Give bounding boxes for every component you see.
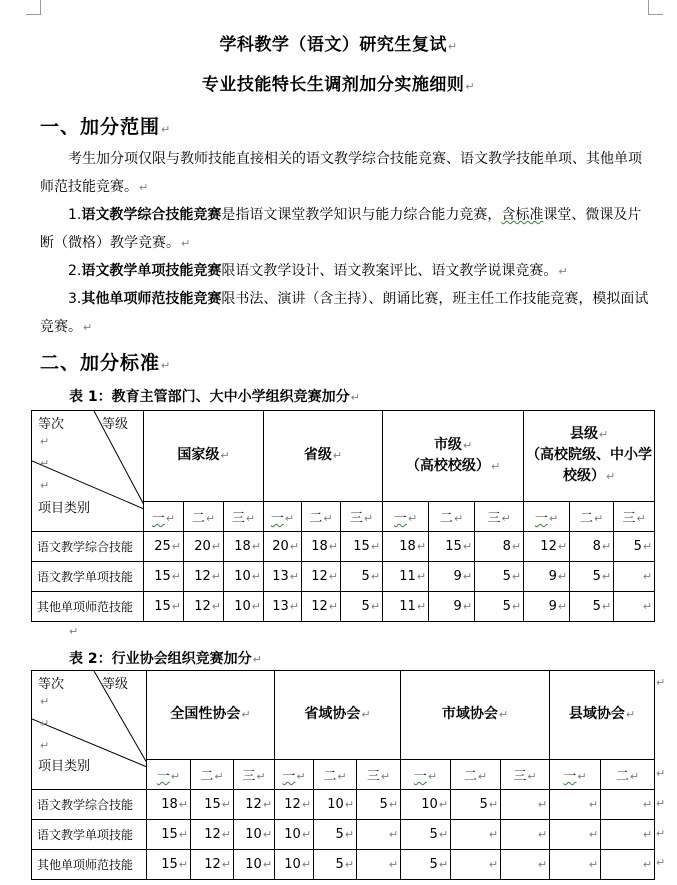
table2-score-cell: 10↵: [314, 790, 357, 820]
document-title-line-1: 学科教学（语文）研究生复试↵: [219, 35, 458, 55]
table-2-association-scoring: [31, 670, 655, 880]
scope-item-3: 3.其他单项师范技能竞赛限书法、演讲（含主持）、朗诵比赛，班主任工作技能竞赛，模拟面试竞赛。↵: [40, 291, 649, 335]
table1-score-cell: 15↵: [144, 562, 184, 592]
table2-score-cell: 15↵: [147, 820, 191, 850]
table2-score-cell: 5↵: [451, 790, 501, 820]
table1-score-cell: 20↵: [184, 532, 224, 562]
table2-rank-header: 一↵: [275, 759, 314, 789]
table2-row-label: 其他单项师范技能: [32, 850, 147, 880]
table1-score-cell: 9↵: [429, 562, 475, 592]
table-2-level-city-association: 市域协会↵: [401, 671, 550, 760]
row-end-mark: ↵: [656, 767, 666, 780]
table1-score-cell: 12↵: [524, 532, 570, 562]
table-row: [32, 790, 655, 820]
table1-rank-header: 一↵: [264, 501, 302, 531]
table2-score-cell: 10↵: [401, 790, 451, 820]
table1-score-cell: 20↵: [264, 532, 302, 562]
table2-score-cell: ↵: [550, 790, 601, 820]
table2-score-cell: ↵: [601, 850, 655, 880]
table-1-corner-rank-label: 等次: [38, 417, 65, 432]
table2-score-cell: ↵: [501, 820, 550, 850]
table-row: [32, 562, 655, 592]
table1-rank-header: 二↵: [570, 501, 614, 531]
table1-rank-header: 二↵: [429, 501, 475, 531]
table1-rank-header: 一↵: [524, 501, 570, 531]
table-1-corner-header: 等次 等级 ↵ ↵ ↵ 项目类别: [32, 411, 144, 532]
table-2-level-county-association: 县域协会↵: [550, 671, 655, 760]
table2-score-cell: ↵: [451, 820, 501, 850]
table1-score-cell: 18↵: [383, 532, 429, 562]
table1-rank-header: 一↵: [383, 501, 429, 531]
table2-score-cell: 5↵: [314, 820, 357, 850]
table1-score-cell: 13↵: [264, 592, 302, 622]
table2-score-cell: 12↵: [191, 850, 234, 880]
table1-score-cell: 5↵: [570, 592, 614, 622]
table2-rank-header: 二↵: [601, 759, 655, 789]
table2-score-cell: 18↵: [147, 790, 191, 820]
table2-score-cell: 5↵: [357, 790, 401, 820]
section-heading-scope: 一、加分范围↵: [40, 116, 172, 138]
table1-score-cell: 18↵: [302, 532, 341, 562]
table2-score-cell: ↵: [550, 850, 601, 880]
table1-rank-header: 二↵: [302, 501, 341, 531]
table-row: [32, 820, 655, 850]
table-2-corner-header: 等次 等级 ↵ ↵ ↵ 项目类别: [32, 671, 147, 790]
document-title-line-2: 专业技能特长生调剂加分实施细则↵: [201, 75, 476, 95]
table-2-level-provincial-association: 省域协会↵: [275, 671, 401, 760]
table1-score-cell: 25↵: [144, 532, 184, 562]
table-1-caption: 表 1：教育主管部门、大中小学组织竞赛加分↵: [69, 389, 360, 405]
table1-score-cell: 12↵: [302, 562, 341, 592]
table-2-corner-category-label: 项目类别: [38, 759, 91, 774]
table1-score-cell: 15↵: [341, 532, 383, 562]
table1-rank-header: 二↵: [184, 501, 224, 531]
table-2-corner-level-label: 等级: [102, 677, 129, 692]
table1-score-cell: 11↵: [383, 592, 429, 622]
table-1-level-city: 市级↵ （高校校级）↵: [383, 411, 524, 502]
page-corner-mark-left: [26, 0, 41, 15]
row-end-mark: ↵: [656, 797, 666, 810]
table2-score-cell: 15↵: [147, 850, 191, 880]
table-2-level-national-association: 全国性协会↵: [147, 671, 275, 760]
table2-score-cell: 5↵: [401, 850, 451, 880]
table1-score-cell: 10↵: [224, 562, 264, 592]
table2-score-cell: 10↵: [234, 850, 275, 880]
table1-score-cell: 12↵: [184, 562, 224, 592]
table2-score-cell: 5↵: [401, 820, 451, 850]
table2-score-cell: 15↵: [191, 790, 234, 820]
table2-score-cell: 12↵: [275, 790, 314, 820]
table1-rank-header: 三↵: [224, 501, 264, 531]
table1-score-cell: ↵: [614, 592, 655, 622]
table-1-level-provincial: 省级↵: [264, 411, 383, 502]
scope-intro-paragraph: 考生加分项仅限与教师技能直接相关的语文教学综合技能竞赛、语文教学技能单项、其他单项师范技能竞赛。↵: [40, 151, 642, 195]
table1-score-cell: ↵: [614, 562, 655, 592]
page-corner-mark-right: [648, 0, 663, 15]
scope-item-1: 1.语文教学综合技能竞赛是指语文课堂教学知识与能力综合能力竞赛，含标准课堂、微课及片断（微格）教学竞赛。↵: [40, 207, 642, 251]
table1-score-cell: 5↵: [475, 562, 524, 592]
table2-score-cell: ↵: [601, 790, 655, 820]
table1-score-cell: 5↵: [341, 562, 383, 592]
table1-score-cell: 11↵: [383, 562, 429, 592]
table1-score-cell: 15↵: [144, 592, 184, 622]
table-row: [32, 850, 655, 880]
table2-rank-header: 一↵: [401, 759, 451, 789]
table1-row-label: 其他单项师范技能: [32, 592, 144, 622]
table1-score-cell: 9↵: [524, 562, 570, 592]
table-1-level-national: 国家级↵: [144, 411, 264, 502]
table2-rank-header: 二↵: [314, 759, 357, 789]
table1-score-cell: 15↵: [429, 532, 475, 562]
row-end-mark: ↵: [656, 856, 666, 869]
table1-score-cell: 9↵: [524, 592, 570, 622]
table-1-education-dept-scoring: [31, 410, 655, 622]
table1-score-cell: 12↵: [302, 592, 341, 622]
table1-score-cell: 12↵: [184, 592, 224, 622]
table1-score-cell: 8↵: [475, 532, 524, 562]
table2-score-cell: ↵: [550, 820, 601, 850]
table1-score-cell: 9↵: [429, 592, 475, 622]
table2-score-cell: 10↵: [275, 850, 314, 880]
table2-score-cell: ↵: [501, 850, 550, 880]
empty-paragraph-mark: ↵: [69, 625, 79, 638]
table2-score-cell: 10↵: [234, 820, 275, 850]
section-heading-standard: 二、加分标准↵: [40, 352, 172, 374]
table1-score-cell: 5↵: [475, 592, 524, 622]
table-1-corner-category-label: 项目类别: [38, 501, 91, 516]
table2-rank-header: 三↵: [357, 759, 401, 789]
table1-score-cell: 10↵: [224, 592, 264, 622]
table2-row-label: 语文教学综合技能: [32, 790, 147, 820]
table2-score-cell: ↵: [601, 820, 655, 850]
table-row: [32, 532, 655, 562]
table-2-corner-rank-label: 等次: [38, 677, 65, 692]
table2-row-label: 语文教学单项技能: [32, 820, 147, 850]
table1-score-cell: 5↵: [614, 532, 655, 562]
table1-score-cell: 5↵: [570, 562, 614, 592]
table1-score-cell: 8↵: [570, 532, 614, 562]
table-row: [32, 592, 655, 622]
table1-score-cell: 13↵: [264, 562, 302, 592]
table2-rank-header: 三↵: [234, 759, 275, 789]
table1-row-label: 语文教学综合技能: [32, 532, 144, 562]
table2-score-cell: ↵: [501, 790, 550, 820]
table1-rank-header: 三↵: [341, 501, 383, 531]
table-1-corner-level-label: 等级: [102, 417, 129, 432]
table2-score-cell: 12↵: [191, 820, 234, 850]
table2-rank-header: 一↵: [550, 759, 601, 789]
table2-score-cell: ↵: [451, 850, 501, 880]
table2-rank-header: 二↵: [191, 759, 234, 789]
table2-rank-header: 三↵: [501, 759, 550, 789]
table1-row-label: 语文教学单项技能: [32, 562, 144, 592]
table2-score-cell: ↵: [357, 850, 401, 880]
table2-score-cell: 12↵: [234, 790, 275, 820]
table2-score-cell: ↵: [357, 820, 401, 850]
table-2-caption: 表 2：行业协会组织竞赛加分↵: [69, 651, 262, 667]
row-end-mark: ↵: [656, 676, 666, 689]
table2-rank-header: 二↵: [451, 759, 501, 789]
table2-score-cell: 10↵: [275, 820, 314, 850]
table1-score-cell: 5↵: [341, 592, 383, 622]
table1-rank-header: 一↵: [144, 501, 184, 531]
table1-rank-header: 三↵: [475, 501, 524, 531]
table2-score-cell: 5↵: [314, 850, 357, 880]
table-1-level-county: 县级↵ （高校院级、中小学校级）↵: [524, 411, 655, 502]
table2-rank-header: 一↵: [147, 759, 191, 789]
scope-item-2: 2.语文教学单项技能竞赛限语文教学设计、语文教案评比、语文教学说课竞赛。↵: [68, 263, 568, 279]
table1-score-cell: 18↵: [224, 532, 264, 562]
table1-rank-header: 三↵: [614, 501, 655, 531]
row-end-mark: ↵: [656, 827, 666, 840]
